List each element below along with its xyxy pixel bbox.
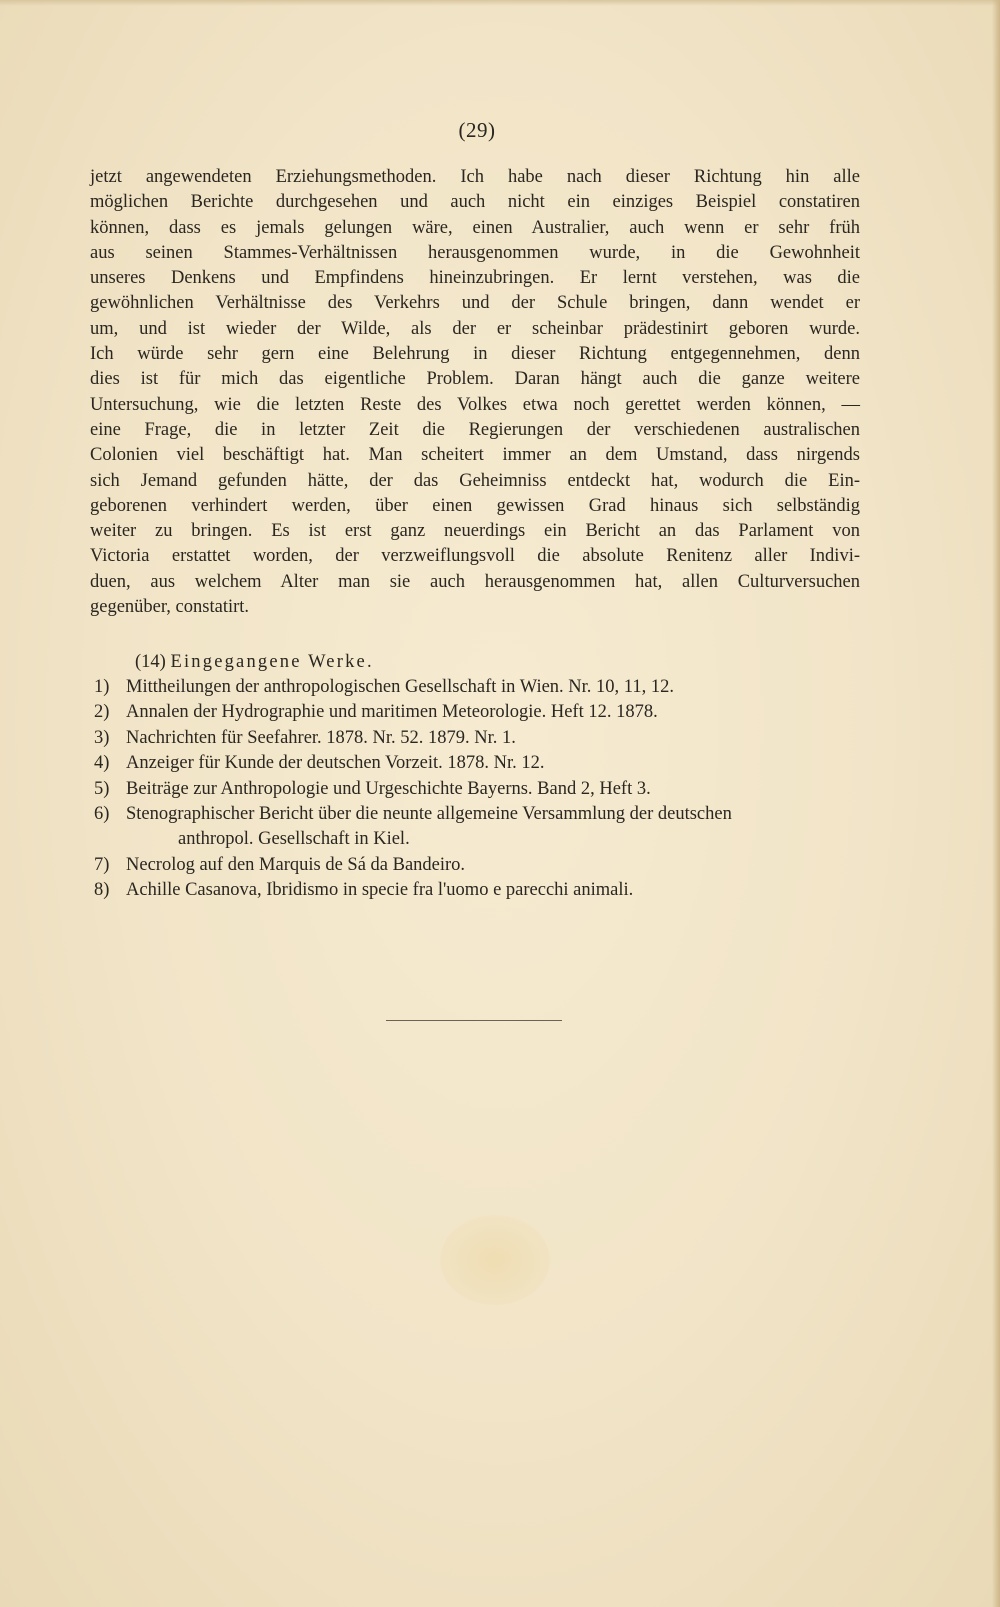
list-item-text: Stenographischer Bericht über die neunte allgemeine Versammlung der deutschen	[126, 804, 732, 825]
list-item-number: 3)	[94, 727, 110, 748]
divider-rule	[386, 1020, 562, 1021]
paper-stain	[440, 1215, 550, 1305]
text-line: jetzt angewendeten Erziehungsmethoden. Ich habe nach dieser Richtung hin alle	[90, 167, 860, 187]
text-line: gegenüber, constatirt.	[90, 597, 250, 618]
text-line: sich Jemand gefunden hätte, der das Geheimniss entdeckt hat, wodurch die Ein-	[90, 470, 860, 491]
list-item	[94, 853, 874, 878]
list-item-text: Anzeiger für Kunde der deutschen Vorzeit. 1878. Nr. 12.	[126, 753, 545, 774]
list-item	[94, 751, 874, 776]
text-line: aus seinen Stammes-Verhältnissen herausgenommen wurde, in die Gewohnheit	[90, 242, 860, 263]
list-item-text: Achille Casanova, Ibridismo in specie fra l'uomo e parecchi animali.	[126, 880, 634, 901]
section-number: (14)	[135, 652, 166, 672]
list-item-number: 5)	[94, 778, 110, 799]
list-item-number: 7)	[94, 854, 110, 875]
list-item	[94, 777, 874, 802]
page-edge-top	[0, 0, 1000, 6]
list-item	[94, 878, 874, 903]
list-item-text: Nachrichten für Seefahrer. 1878. Nr. 52. 1879. Nr. 1.	[126, 727, 516, 748]
section-heading	[135, 650, 374, 675]
list-item-text: Beiträge zur Anthropologie und Urgeschichte Bayerns. Band 2, Heft 3.	[126, 778, 651, 799]
list-item	[94, 675, 874, 700]
list-item-text: Annalen der Hydrographie und maritimen Meteorologie. Heft 12. 1878.	[126, 702, 658, 723]
text-line: gewöhnlichen Verhältnisse des Verkehrs und der Schule bringen, dann wendet er	[90, 293, 860, 314]
text-line: um, und ist wieder der Wilde, als der er scheinbar prädestinirt geboren wurde.	[90, 318, 860, 339]
text-line: geborenen verhindert werden, über einen gewissen Grad hinaus sich selbständig	[90, 495, 860, 516]
text-line: möglichen Berichte durchgesehen und auch nicht ein einziges Beispiel constatiren	[90, 192, 860, 213]
list-item-number: 2)	[94, 702, 110, 723]
list-item-text: Mittheilungen der anthropologischen Gesellschaft in Wien. Nr. 10, 11, 12.	[126, 677, 674, 697]
text-line: Colonien viel beschäftigt hat. Man scheitert immer an dem Umstand, dass nirgends	[90, 445, 860, 466]
list-item	[94, 802, 874, 853]
page-edge-right	[992, 0, 1000, 1607]
text-line: eine Frage, die in letzter Zeit die Regierungen der verschiedenen australischen	[90, 419, 860, 440]
text-line: können, dass es jemals gelungen wäre, einen Australier, auch wenn er sehr früh	[90, 217, 860, 238]
text-line: Untersuchung, wie die letzten Reste des Volkes etwa noch gerettet werden können, —	[90, 394, 860, 415]
list-item	[94, 726, 874, 751]
list-item-number: 8)	[94, 880, 110, 901]
body-paragraph	[90, 165, 860, 620]
list-item	[94, 700, 874, 725]
text-line: weiter zu bringen. Es ist erst ganz neuerdings ein Bericht an das Parlament von	[90, 521, 860, 542]
list-item-number: 6)	[94, 804, 110, 825]
list-item-number: 1)	[94, 677, 110, 697]
list-item-number: 4)	[94, 753, 110, 774]
list-item-continuation: anthropol. Gesellschaft in Kiel.	[178, 829, 410, 850]
page-number: (29)	[458, 118, 496, 142]
text-line: unseres Denkens und Empfindens hineinzubringen. Er lernt verstehen, was die	[90, 268, 860, 289]
text-line: duen, aus welchem Alter man sie auch herausgenommen hat, allen Culturversuchen	[90, 571, 860, 592]
received-works-list	[94, 675, 874, 904]
text-line: Ich würde sehr gern eine Belehrung in dieser Richtung entgegennehmen, denn	[90, 344, 860, 365]
list-item-text: Necrolog auf den Marquis de Sá da Bandeiro.	[126, 854, 466, 875]
section-title: Eingegangene Werke.	[170, 652, 374, 672]
text-line: Victoria erstattet worden, der verzweiflungsvoll die absolute Renitenz aller Indivi-	[90, 546, 860, 567]
text-line: dies ist für mich das eigentliche Problem. Daran hängt auch die ganze weitere	[90, 369, 860, 390]
